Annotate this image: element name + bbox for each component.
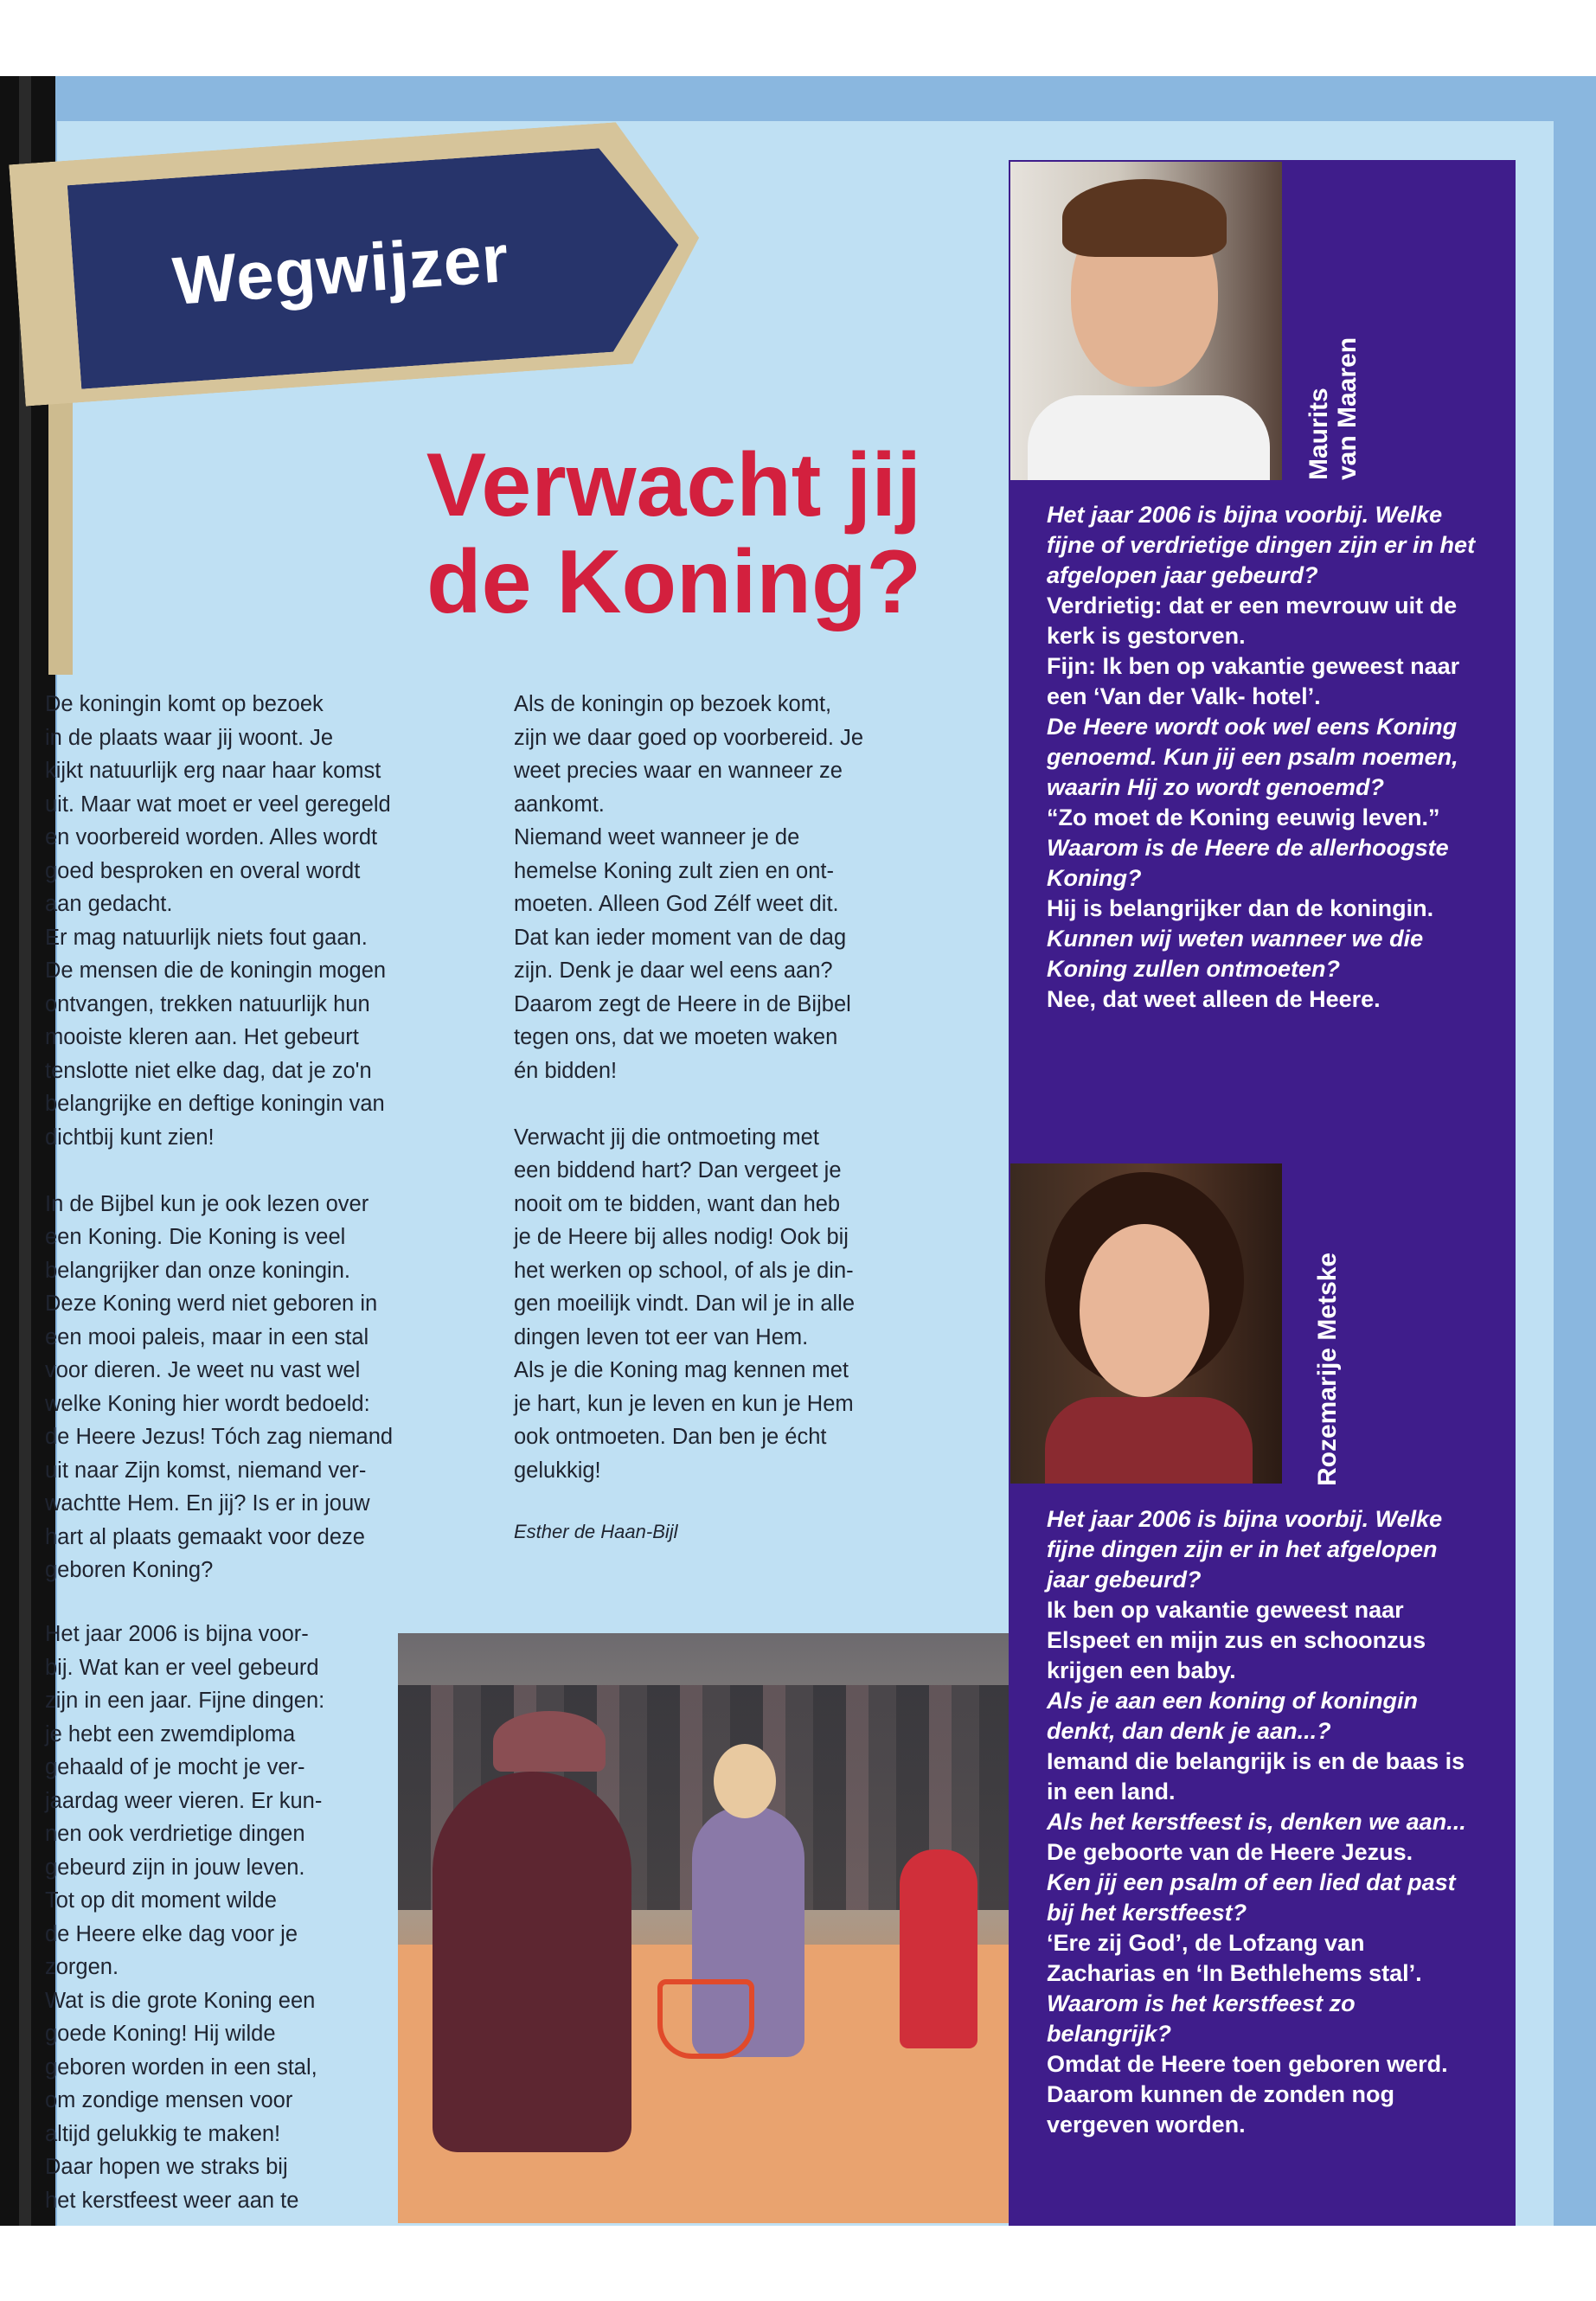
portrait-hair: [1062, 179, 1227, 257]
interview-answer: Omdat de Heere toen geboren werd. Daarom kunnen de zonden nog vergeven worden.: [1047, 2051, 1448, 2138]
interview-2: [1047, 1504, 1479, 2140]
interview-question: Het jaar 2006 is bijna voorbij. Welke fijne of verdrietige dingen zijn er in het afgelopen jaar gebeurd?: [1047, 502, 1476, 588]
interview-question: Het jaar 2006 is bijna voorbij. Welke fijne dingen zijn er in het afgelopen jaar gebeurd?: [1047, 1506, 1443, 1593]
photo-queen-figure: [433, 1772, 631, 2152]
section-label: Wegwijzer: [170, 219, 512, 319]
page-title-line2: de Koning?: [426, 532, 921, 632]
photo-girl-head: [714, 1744, 776, 1818]
interview-answer: Iemand die belangrijk is en de baas is in een land.: [1047, 1748, 1465, 1804]
portrait-maurits: [1010, 162, 1282, 480]
interview-question: Kunnen wij weten wanneer we die Koning zullen ontmoeten?: [1047, 926, 1424, 982]
page-title: [212, 437, 921, 631]
portrait-rozemarije: [1010, 1163, 1282, 1484]
interview-question: Waarom is het kerstfeest zo belangrijk?: [1047, 1990, 1356, 2047]
interview-answer: Ik ben op vakantie geweest naar Elspeet en mijn zus en schoonzus krijgen een baby.: [1047, 1597, 1426, 1683]
interview-1: [1047, 500, 1479, 1015]
author-signature: Esther de Haan-Bijl: [514, 1521, 678, 1542]
interview-question: Als je aan een koning of koningin denkt, dan denk je aan...?: [1047, 1688, 1419, 1744]
portrait-face: [1080, 1224, 1209, 1397]
interview-answer: Verdrietig: dat er een mevrouw uit de kerk is gestorven.: [1047, 593, 1458, 649]
interviewee-name-2: Rozemarije Metske: [1313, 1252, 1342, 1486]
portrait-shirt: [1045, 1397, 1253, 1484]
photo-child-figure: [900, 1849, 977, 2048]
queen-visit-photo: [398, 1633, 1009, 2223]
interview-answer: ‘Ere zij God’, de Lofzang van Zacharias en ‘In Bethlehems stal’.: [1047, 1930, 1422, 1986]
photo-queen-hat: [493, 1711, 606, 1772]
interview-question: Ken jij een psalm of een lied dat past bij het kerstfeest?: [1047, 1869, 1456, 1926]
interview-question: Als het kerstfeest is, denken we aan...: [1047, 1809, 1466, 1835]
interview-answer: Hij is belangrijker dan de koningin.: [1047, 895, 1434, 921]
portrait-shirt: [1028, 395, 1270, 480]
article-column-1: De koningin komt op bezoek in de plaats waar jij woont. Je kijkt natuurlijk erg naar haar komst uit. Maar wat moet er veel geregeld en voorbereid worden. Alles wordt goed besproken en overal wordt aan gedacht. Er mag natuurlijk niets fout gaan. De mensen die de koningin mogen ontvangen, trekken natuurlijk hun mooiste kleren aan. Het gebeurt tenslotte niet elke dag, dat je zo'n belangrijke en deftige koningin van dichtbij kunt zien! In de Bijbel kun je ook lezen over een Koning. Die Koning is veel belangrijker dan onze koningin. Deze Koning werd niet geboren in een mooi paleis, maar in een stal voor dieren. Je weet nu vast wel welke Koning hier wordt bedoeld: de Heere Jezus! Tóch zag niemand uit naar Zijn komst, niemand ver- wachtte Hem. En jij? Is er in jouw hart al plaats gemaakt voor deze geboren Koning?: [45, 692, 394, 1582]
interview-answer: Nee, dat weet alleen de Heere.: [1047, 986, 1381, 1012]
interview-answer: De geboorte van de Heere Jezus.: [1047, 1839, 1413, 1865]
interview-question: De Heere wordt ook wel eens Koning genoemd. Kun jij een psalm noemen, waarin Hij zo wordt genoemd?: [1047, 714, 1458, 800]
interview-answer: “Zo moet de Koning eeuwig leven.”: [1047, 804, 1440, 830]
interviewee-name-1: Maurits van Maaren: [1304, 336, 1362, 480]
interview-question: Waarom is de Heere de allerhoogste Koning?: [1047, 835, 1449, 891]
article-column-2: Als de koningin op bezoek komt, zijn we daar goed op voorbereid. Je weet precies waar en wanneer ze aankomt. Niemand weet wanneer je de hemelse Koning zult zien en ont- moeten. Alleen God Zélf weet dit. Dat kan ieder moment van de dag zijn. Denk je daar wel eens aan? Daarom zegt de Heere in de Bijbel tegen ons, dat we moeten waken én bidden! Verwacht jij die ontmoeting met een biddend hart? Dan vergeet je nooit om te bidden, want dan heb je de Heere bij alles nodig! Ook bij het werken op school, of als je din- gen moeilijk vindt. Dan wil je in alle dingen leven tot eer van Hem. Als je die Koning mag kennen met je hart, kun je leven en kun je Hem ook ontmoeten. Dan ben je écht gelukkig!: [514, 692, 864, 1483]
photo-basket: [657, 1979, 754, 2059]
article-column-3: Het jaar 2006 is bijna voor- bij. Wat kan er veel gebeurd zijn in een jaar. Fijne dingen: je hebt een zwemdiploma gehaald of je mocht je ver- jaardag weer vieren. Er kun- nen ook verdrietige dingen gebeurd zijn in jouw leven. Tot op dit moment wilde de Heere elke dag voor je zorgen. Wat is die grote Koning een goede Koning! Hij wilde geboren worden in een stal, om zondige mensen voor altijd gelukkig te maken! Daar hopen we straks bij het kerstfeest weer aan te: [45, 1622, 325, 2213]
interview-answer: Fijn: Ik ben op vakantie geweest naar een ‘Van der Valk- hotel’.: [1047, 653, 1460, 709]
page-title-line1: Verwacht jij: [426, 435, 921, 535]
